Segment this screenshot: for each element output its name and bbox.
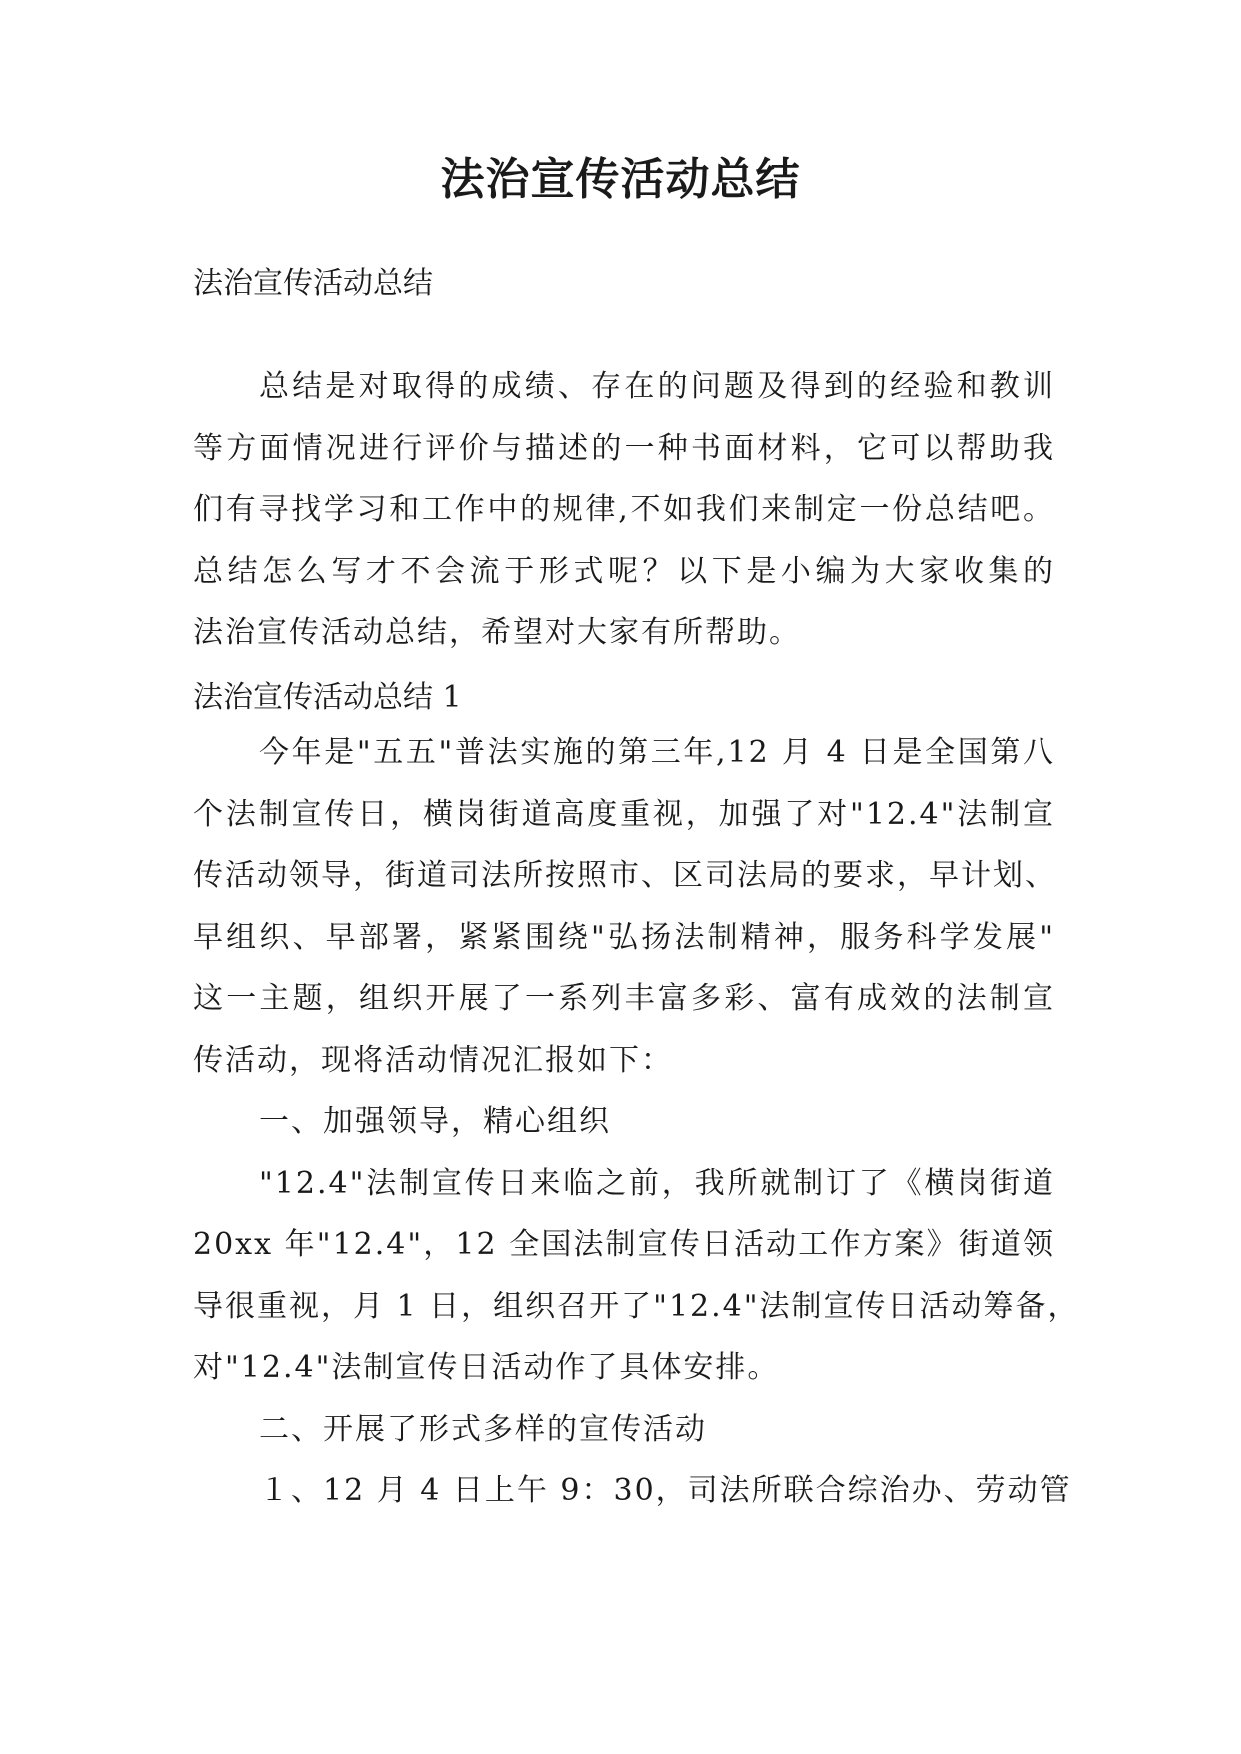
paragraph-line: "12.4"法制宣传日来临之前，我所就制订了《横岗街道 — [259, 1165, 1055, 1201]
paragraph-line: 传活动，现将活动情况汇报如下： — [193, 1042, 673, 1078]
paragraph-line: 总结怎么写才不会流于形式呢？以下是小编为大家收集的 — [193, 553, 1055, 589]
paragraph-line: 导很重视，月 1 日，组织召开了"12.4"法制宣传日活动筹备， — [193, 1288, 1080, 1324]
section-heading: 法治宣传活动总结 1 — [193, 680, 462, 715]
paragraph-line: 个法制宣传日，横岗街道高度重视，加强了对"12.4"法制宣 — [193, 796, 1055, 832]
list-item: １、12 月 4 日上午 9：30，司法所联合综治办、劳动管 — [259, 1473, 1072, 1508]
intro-paragraph — [193, 356, 1055, 664]
document-title: 法治宣传活动总结 — [440, 154, 801, 205]
paragraph-line: 们有寻找学习和工作中的规律,不如我们来制定一份总结吧。 — [193, 492, 1055, 527]
paragraph-line: 早组织、早部署，紧紧围绕"弘扬法制精神，服务科学发展" — [193, 919, 1055, 955]
paragraph-line: 总结是对取得的成绩、存在的问题及得到的经验和教训 — [259, 369, 1055, 404]
paragraph-line: 对"12.4"法制宣传日活动作了具体安排。 — [193, 1350, 780, 1385]
paragraph-line: 20xx 年"12.4"，12 全国法制宣传日活动工作方案》街道领 — [193, 1227, 1055, 1262]
paragraph-line: 今年是"五五"普法实施的第三年,12 月 4 日是全国第八 — [259, 735, 1055, 770]
paragraph-line: 等方面情况进行评价与描述的一种书面材料，它可以帮助我 — [193, 430, 1055, 466]
document-subtitle: 法治宣传活动总结 — [193, 266, 433, 301]
heading-two: 二、开展了形式多样的宣传活动 — [259, 1411, 707, 1447]
section1-paragraph — [193, 722, 1080, 1522]
paragraph-line: 这一主题，组织开展了一系列丰富多彩、富有成效的法制宣 — [193, 981, 1055, 1016]
paragraph-line: 法治宣传活动总结，希望对大家有所帮助。 — [193, 615, 801, 650]
paragraph-line: 传活动领导，街道司法所按照市、区司法局的要求，早计划、 — [193, 858, 1057, 893]
heading-one: 一、加强领导，精心组织 — [259, 1104, 611, 1139]
